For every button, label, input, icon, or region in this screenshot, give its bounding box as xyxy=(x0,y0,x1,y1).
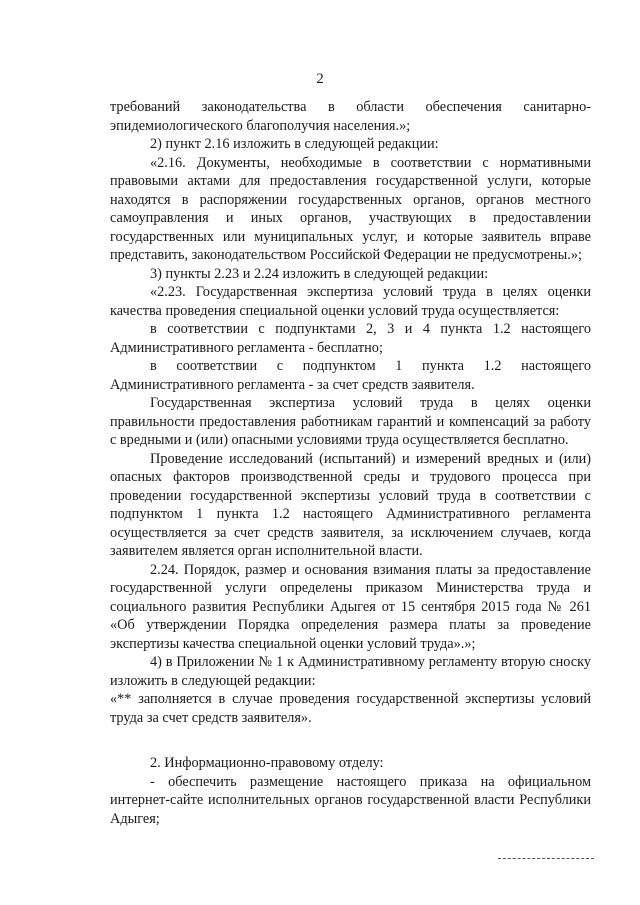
paragraph: 2. Информационно-правовому отделу: xyxy=(150,755,384,771)
paragraph: Государственная экспертиза условий труда в целях оценки правильности предоставления работникам гарантий и компенсаций за работу с вредными и (или) опасными условиями труда осуществляется бесплатно. xyxy=(110,395,591,448)
document-body xyxy=(110,98,591,828)
paragraph: 3) пункты 2.23 и 2.24 изложить в следующей редакции: xyxy=(150,265,489,282)
paragraph: требований законодательства в области обеспечения санитарно-эпидемиологического благополучия населения.»; xyxy=(110,99,591,134)
paragraph: в соответствии с подпунктом 1 пункта 1.2 настоящего Административного регламента - за счет средств заявителя. xyxy=(110,358,591,393)
paragraph: - обеспечить размещение настоящего приказа на официальном интернет-сайте исполнительных органов государственной власти Республики Адыгея; xyxy=(110,773,591,827)
paragraph: 2.24. Порядок, размер и основания взимания платы за предоставление государственной услуги определены приказом Министерства труда и социального развития Республики Адыгея от 15 сентября 2015 года № 261 «Об утверждении Порядка определения размера платы за проведение экспертизы качества специальной оценки условий труда».»; xyxy=(110,561,591,652)
paragraph: «2.16. Документы, необходимые в соответствии с нормативными правовыми актами для предоставления государственной услуги, которые находятся в распоряжении государственных органов, органов местного самоуправления и иных органов, участвующих в предоставлении государственных или муниципальных услуг, и которые заявитель вправе представить, законодательством Российской Федерации не предусмотрены.»; xyxy=(110,154,591,263)
footer-separator-line xyxy=(498,858,594,859)
paragraph: «** заполняется в случае проведения государственной экспертизы условий труда за счет средств заявителя». xyxy=(110,691,591,726)
paragraph: «2.23. Государственная экспертиза условий труда в целях оценки качества проведения специальной оценки условий труда осуществляется: xyxy=(110,284,591,319)
paragraph: 2) пункт 2.16 изложить в следующей редакции: xyxy=(150,136,439,152)
paragraph: 4) в Приложении № 1 к Административному регламенту вторую сноску изложить в следующей редакции: xyxy=(110,654,591,689)
paragraph: в соответствии с подпунктами 2, 3 и 4 пункта 1.2 настоящего Административного регламента - бесплатно; xyxy=(110,321,591,356)
paragraph: Проведение исследований (испытаний) и измерений вредных и (или) опасных факторов производственной среды и трудового процесса при проведении государственной экспертизы условий труда в соответствии с подпунктом 1 пункта 1.2 настоящего Административного регламента осуществляется за счет средств заявителя, за исключением случаев, когда заявителем является орган исполнительной власти. xyxy=(110,450,591,559)
page-number: 2 xyxy=(316,71,324,87)
